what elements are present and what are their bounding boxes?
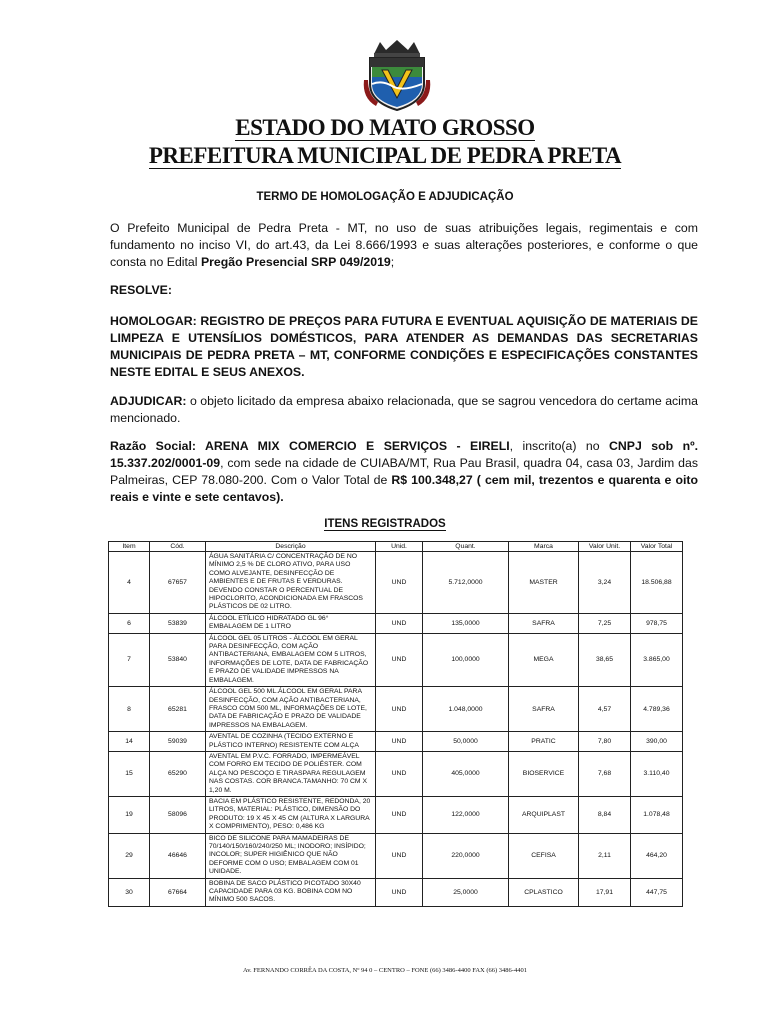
column-header: Item [109, 542, 150, 552]
prefecture-title: PREFEITURA MUNICIPAL DE PEDRA PRETA [148, 143, 622, 168]
table-cell-unid: UND [376, 751, 423, 796]
table-cell-marca: BIOSERVICE [509, 751, 579, 796]
table-cell-cod: 67664 [150, 878, 206, 906]
table-cell-total: 18.506,88 [631, 552, 683, 614]
table-cell-unid: UND [376, 613, 423, 633]
table-cell-cod: 67657 [150, 552, 206, 614]
table-cell-unit: 7,25 [579, 613, 631, 633]
table-cell-desc: ÁLCOOL ETÍLICO HIDRATADO GL 96° EMBALAGEM DE 1 LITRO [206, 613, 376, 633]
footer-address: Av. FERNANDO CORRÊA DA COSTA, Nº 94 0 – CENTRO – FONE (66) 3486-4400 FAX (66) 3486-4401 [243, 967, 527, 974]
table-cell-item: 6 [109, 613, 150, 633]
table-cell-quant: 50,0000 [423, 732, 509, 752]
table-cell-desc: ÁLCOOL GEL 500 ML.ÁLCOOL EM GERAL PARA DESINFECÇÃO, COM AÇÃO ANTIBACTERIANA, FRASCO COM 500 ML, INFORMAÇÕES DE LOTE, DATA DE FABRICAÇÃO E PRAZO DE VALIDADE IMPRESSOS NA EMBALAGEM. [206, 687, 376, 732]
column-header: Quant. [423, 542, 509, 552]
table-cell-cod: 46646 [150, 833, 206, 878]
items-table [108, 541, 683, 907]
table-row [109, 833, 683, 878]
table-row [109, 552, 683, 614]
table-cell-total: 978,75 [631, 613, 683, 633]
table-cell-item: 14 [109, 732, 150, 752]
resolve-heading: RESOLVE: [110, 283, 172, 297]
table-cell-unit: 17,91 [579, 878, 631, 906]
table-cell-unid: UND [376, 732, 423, 752]
table-cell-unit: 3,24 [579, 552, 631, 614]
table-cell-total: 1.078,48 [631, 796, 683, 833]
table-cell-unid: UND [376, 633, 423, 686]
column-header: Cód. [150, 542, 206, 552]
table-cell-desc: ÁGUA SANITÁRIA C/ CONCENTRAÇÃO DE NO MÍNIMO 2,5 % DE CLORO ATIVO, PARA USO COMO ALVEJANTE, DESINFECÇÃO DE AMBIENTES E DE FRUTAS E VERDURAS. DEVENDO CONSTAR O PERCENTUAL DE HIPOCLORITO, ACONDICIONADA EM FRASCOS PLÁSTICOS DE 02 LITRO. [206, 552, 376, 614]
table-cell-desc: AVENTAL DE COZINHA (TECIDO EXTERNO E PLÁSTICO INTERNO) RESISTENTE COM ALÇA [206, 732, 376, 752]
company-paragraph: Razão Social: ARENA MIX COMERCIO E SERVIÇOS - EIRELI, inscrito(a) no CNPJ sob nº. 15.337.202/0001-09, com sede na cidade de CUIABA/MT, Rua Pau Brasil, quadra 04, casa 03, Jardim das Palmeiras, CEP 78.080-200. Com o Valor Total de R$ 100.348,27 ( cem mil, trezentos e quarenta e oito reais e vinte e sete centavos). [110, 439, 698, 504]
table-cell-desc: BACIA EM PLÁSTICO RESISTENTE, REDONDA, 20 LITROS, MATERIAL: PLÁSTICO, DIMENSÃO DO PRODUTO: 19 X 45 X 45 CM (ALTURA X LARGURA X COMPRIMENTO), PESO: 0,486 KG [206, 796, 376, 833]
table-cell-quant: 25,0000 [423, 878, 509, 906]
column-header: Unid. [376, 542, 423, 552]
table-cell-desc: AVENTAL EM P.V.C. FORRADO, IMPERMEÁVEL COM FORRO EM TECIDO DE POLIÉSTER. COM ALÇA NO PESCOÇO E TIRASPARA REGULAGEM NAS COSTAS. COR BRANCA.TAMANHO: 70 CM X 1,20 M. [206, 751, 376, 796]
table-cell-total: 4.789,36 [631, 687, 683, 732]
table-cell-item: 30 [109, 878, 150, 906]
table-cell-unid: UND [376, 687, 423, 732]
table-row [109, 751, 683, 796]
municipal-crest-icon [362, 40, 432, 112]
table-cell-quant: 135,0000 [423, 613, 509, 633]
table-row [109, 878, 683, 906]
table-cell-marca: MEGA [509, 633, 579, 686]
homologar-paragraph: HOMOLOGAR: REGISTRO DE PREÇOS PARA FUTURA E EVENTUAL AQUISIÇÃO DE MATERIAIS DE LIMPEZA E UTENSÍLIOS DOMÉSTICOS, PARA ATENDER AS DEMANDAS DAS SECRETARIAS MUNICIPAIS DE PEDRA PRETA – MT, CONFORME CONDIÇÕES E ESPECIFICAÇÕES CONSTANTES NESTE EDITAL E SEUS ANEXOS. [110, 314, 698, 379]
table-cell-marca: SAFRA [509, 687, 579, 732]
table-cell-marca: CEFISA [509, 833, 579, 878]
column-header: Valor Total [631, 542, 683, 552]
table-row [109, 796, 683, 833]
table-cell-unit: 7,68 [579, 751, 631, 796]
table-cell-unid: UND [376, 552, 423, 614]
table-cell-cod: 65281 [150, 687, 206, 732]
table-cell-marca: CPLASTICO [509, 878, 579, 906]
table-cell-quant: 5.712,0000 [423, 552, 509, 614]
table-cell-quant: 405,0000 [423, 751, 509, 796]
table-cell-quant: 122,0000 [423, 796, 509, 833]
items-table-title: ITENS REGISTRADOS [324, 518, 446, 530]
table-cell-quant: 220,0000 [423, 833, 509, 878]
table-cell-marca: PRATIC [509, 732, 579, 752]
table-row [109, 613, 683, 633]
table-cell-total: 447,75 [631, 878, 683, 906]
table-cell-item: 29 [109, 833, 150, 878]
adjudicar-paragraph: ADJUDICAR: o objeto licitado da empresa abaixo relacionada, que se sagrou vencedora do certame acima mencionado. [110, 394, 698, 425]
table-cell-total: 390,00 [631, 732, 683, 752]
table-cell-item: 19 [109, 796, 150, 833]
table-row [109, 732, 683, 752]
table-cell-total: 3.865,00 [631, 633, 683, 686]
document-subtitle: TERMO DE HOMOLOGAÇÃO E ADJUDICAÇÃO [256, 191, 514, 203]
table-cell-item: 7 [109, 633, 150, 686]
table-header-row [109, 542, 683, 552]
table-cell-unit: 7,80 [579, 732, 631, 752]
table-cell-unit: 8,84 [579, 796, 631, 833]
table-cell-marca: SAFRA [509, 613, 579, 633]
table-cell-desc: BOBINA DE SACO PLÁSTICO PICOTADO 30X40 CAPACIDADE PARA 03 KG. BOBINA COM NO MÍNIMO 500 SACOS. [206, 878, 376, 906]
table-cell-total: 464,20 [631, 833, 683, 878]
intro-paragraph: O Prefeito Municipal de Pedra Preta - MT, no uso de suas atribuições legais, regimentais e com fundamento no inciso VI, do art.43, da Lei 8.666/1993 e suas alterações posteriores, e conforme o que consta no Edital Pregão Presencial SRP 049/2019; [110, 221, 698, 269]
table-cell-unit: 4,57 [579, 687, 631, 732]
column-header: Valor Unit. [579, 542, 631, 552]
table-cell-total: 3.110,40 [631, 751, 683, 796]
table-cell-cod: 65290 [150, 751, 206, 796]
table-cell-unid: UND [376, 878, 423, 906]
table-cell-quant: 1.048,0000 [423, 687, 509, 732]
table-cell-quant: 100,0000 [423, 633, 509, 686]
table-cell-item: 8 [109, 687, 150, 732]
table-cell-marca: ARQUIPLAST [509, 796, 579, 833]
table-cell-marca: MASTER [509, 552, 579, 614]
table-cell-unid: UND [376, 796, 423, 833]
table-cell-unit: 38,65 [579, 633, 631, 686]
table-cell-cod: 58096 [150, 796, 206, 833]
state-title: ESTADO DO MATO GROSSO [235, 115, 535, 140]
column-header: Marca [509, 542, 579, 552]
table-row [109, 633, 683, 686]
table-cell-unid: UND [376, 833, 423, 878]
table-cell-item: 15 [109, 751, 150, 796]
table-cell-unit: 2,11 [579, 833, 631, 878]
table-cell-desc: BICO DE SILICONE PARA MAMADEIRAS DE 70/140/150/160/240/250 ML; INODORO; INSÍPIDO; INCOLOR; SUPER HIGIÊNICO QUE NÃO DEFORME COM O USO; EMBALAGEM COM 01 UNIDADE. [206, 833, 376, 878]
table-cell-item: 4 [109, 552, 150, 614]
table-cell-desc: ÁLCOOL GEL 05 LITROS - ÁLCOOL EM GERAL PARA DESINFECÇÃO, COM AÇÃO ANTIBACTERIANA, EMBALAGEM COM 5 LITROS, INFORMAÇÕES DE LOTE, DATA DE FABRICAÇÃO E PRAZO DE VALIDADE IMPRESSOS NA EMBALAGEM. [206, 633, 376, 686]
table-cell-cod: 53840 [150, 633, 206, 686]
table-cell-cod: 53839 [150, 613, 206, 633]
column-header: Descrição [206, 542, 376, 552]
table-cell-cod: 59039 [150, 732, 206, 752]
table-row [109, 687, 683, 732]
